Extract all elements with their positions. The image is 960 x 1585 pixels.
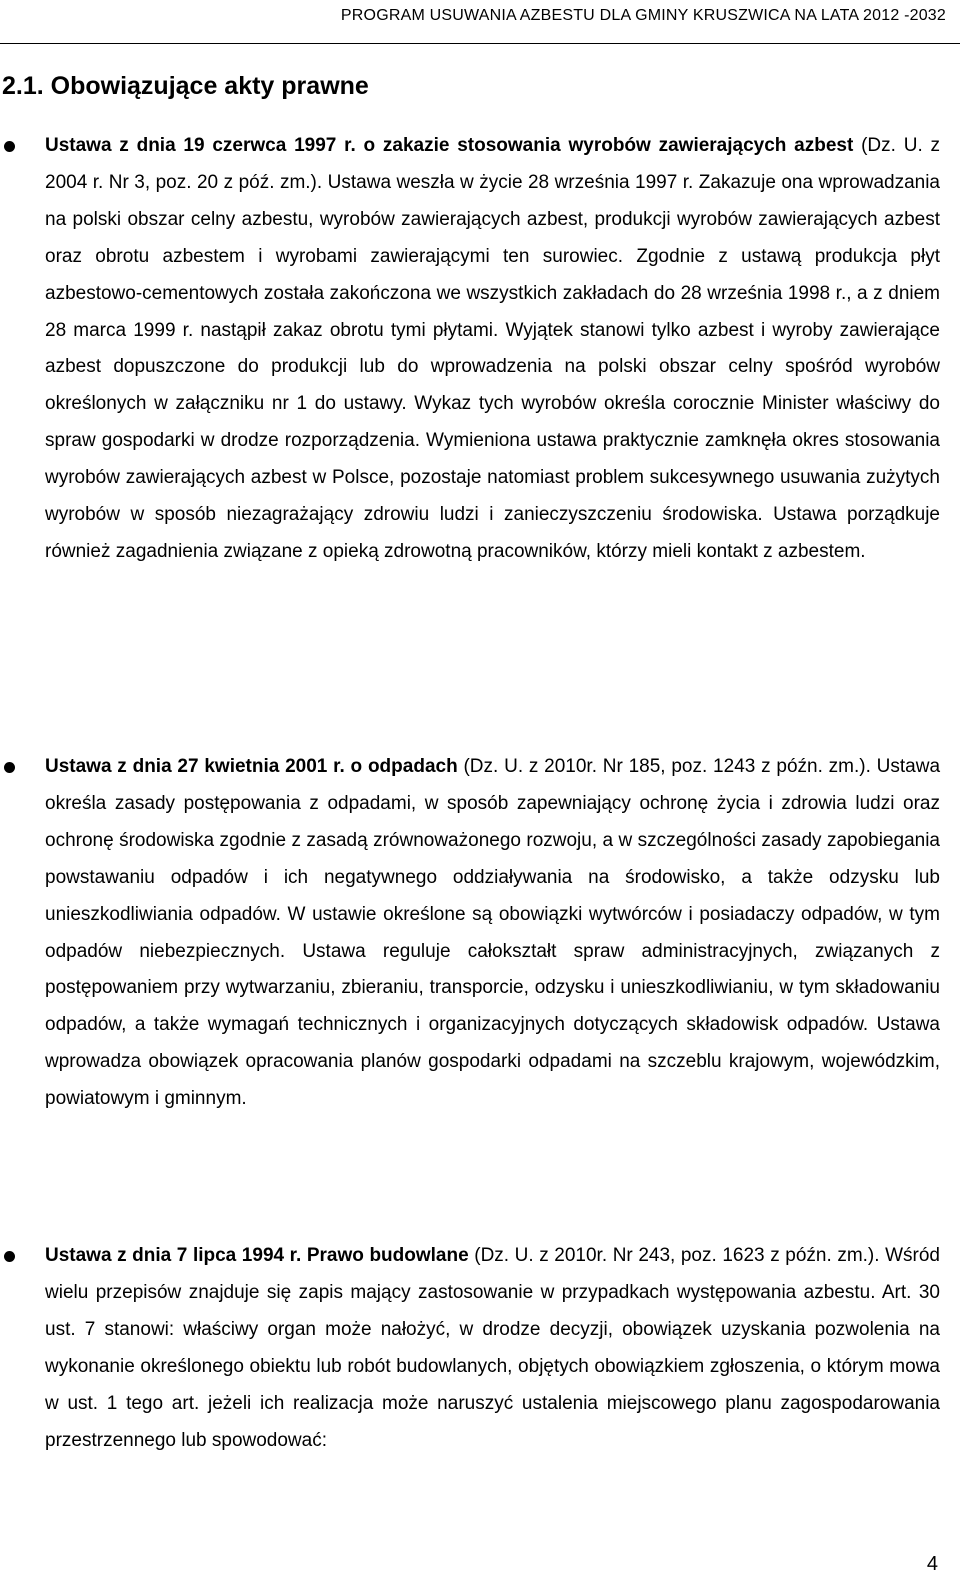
act-2-body: Ustawa określa zasady postępowania z odpadami, w sposób zapewniający ochronę życia i zdrowia ludzi oraz ochronę środowiska zgodnie z zasadą zrównoważonego rozwoju, a w szczególności zasady zapobiegania powstawaniu odpadów i ich negatywnego oddziaływania na środowisko, a także odzysku lub unieszkodliwiania odpadów. W ustawie określone są obowiązki wytwórców i posiadaczy odpadów, w tym odpadów niebezpiecznych. Ustawa reguluje całokształt spraw administracyjnych, związanych z postępowaniem przy wytwarzaniu, zbieraniu, transporcie, odzysku i unieszkodliwianiu, w tym składowaniu odpadów, a także wymagań technicznych i organizacyjnych dotyczących składowisk odpadów. Ustawa wprowadza obowiązek opracowania planów gospodarki odpadami na szczeblu krajowym, wojewódzkim, powiatowym i gminnym. (45, 756, 941, 1110)
act-3-name: Ustawa z dnia 7 lipca 1994 r. Prawo budowlane (45, 1245, 469, 1266)
act-1-name: Ustawa z dnia 19 czerwca 1997 r. o zakazie stosowania wyrobów zawierających azbest (45, 135, 854, 156)
running-header (0, 0, 960, 46)
act-1-paragraph (45, 128, 940, 571)
bullet-icon (4, 141, 15, 152)
header-rule (0, 43, 960, 44)
act-2-paragraph (45, 749, 940, 1118)
page-number: 4 (926, 1553, 938, 1575)
act-2-name: Ustawa z dnia 27 kwietnia 2001 r. o odpadach (45, 756, 458, 777)
running-header-title: PROGRAM USUWANIA AZBESTU DLA GMINY KRUSZWICA NA LATA 2012 -2032 (340, 7, 946, 24)
act-3-body: Wśród wielu przepisów znajduje się zapis mający zastosowanie w przypadkach występowania azbestu. Art. 30 ust. 7 stanowi: właściwy organ może nałożyć, w drodze decyzji, obowiązek uzyskania pozwolenia na wykonanie określonego obiektu lub robót budowlanych, objętych obowiązkiem zgłoszenia, o którym mowa w ust. 1 tego art. jeżeli ich realizacja może naruszyć ustalenia miejscowego planu zagospodarowania przestrzennego lub spowodować: (45, 1245, 941, 1451)
act-1-citation: (Dz. U. z 2004 r. Nr 3, poz. 20 z póź. zm.). (45, 135, 940, 193)
bullet-icon (4, 1251, 15, 1262)
act-3-citation: (Dz. U. z 2010r. Nr 243, poz. 1623 z późn. zm.). (474, 1245, 880, 1266)
bullet-icon (4, 762, 15, 773)
act-2-citation: (Dz. U. z 2010r. Nr 185, poz. 1243 z późn. zm.). (463, 756, 871, 777)
act-3-paragraph (45, 1238, 940, 1459)
section-title: 2.1. Obowiązujące akty prawne (2, 72, 369, 100)
act-1-body: Ustawa weszła w życie 28 września 1997 r. Zakazuje ona wprowadzania na polski obszar celny azbestu, wyrobów zawierających azbest, produkcji wyrobów zawierających azbest oraz obrotu azbestem i wyrobami zawierającymi ten surowiec. Zgodnie z ustawą produkcja płyt azbestowo-cementowych została zakończona we wszystkich zakładach do 28 września 1998 r., a z dniem 28 marca 1999 r. nastąpił zakaz obrotu tymi płytami. Wyjątek stanowi tylko azbest i wyroby zawierające azbest dopuszczone do produkcji lub do wprowadzenia na polski obszar celny spośród wyrobów określonych w załączniku nr 1 do ustawy. Wykaz tych wyrobów określa corocznie Minister właściwy do spraw gospodarki w drodze rozporządzenia. Wymieniona ustawa praktycznie zamknęła okres stosowania wyrobów zawierających azbest w Polsce, pozostaje natomiast problem sukcesywnego usuwania zużytych wyrobów w sposób niezagrażający zdrowiu ludzi i zanieczyszczeniu środowiska. Ustawa porządkuje również zagadnienia związane z opieką zdrowotną pracowników, którzy mieli kontakt z azbestem. (45, 171, 941, 562)
